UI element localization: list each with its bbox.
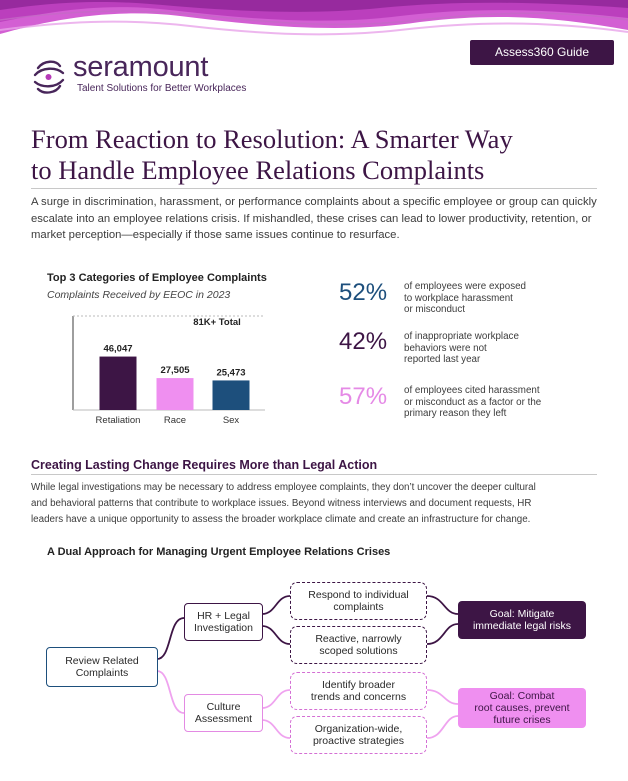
node-label: Goal: Mitigate bbox=[489, 608, 555, 620]
culture-item-identify-trends bbox=[290, 672, 427, 710]
connector-culture-item1 bbox=[262, 690, 290, 708]
node-label: trends and concerns bbox=[310, 691, 407, 703]
stat-text-line: primary reason they left bbox=[404, 408, 507, 419]
goal-combat-root-causes bbox=[458, 688, 586, 728]
legal-item-respond-individual bbox=[290, 582, 427, 620]
stat-value-attrition: 57% bbox=[339, 383, 388, 410]
page-title-line-2: to Handle Employee Relations Complaints bbox=[31, 155, 485, 185]
page-title-line-1: From Reaction to Resolution: A Smarter Way bbox=[31, 124, 513, 154]
chart-total-label: 81K+ Total bbox=[193, 317, 241, 328]
chart-category-label: Sex bbox=[222, 415, 240, 426]
node-label: Goal: Combat bbox=[489, 690, 555, 702]
connector-legal-item1 bbox=[262, 596, 290, 614]
section-body-line: and behavioral patterns that contribute to workplace issues. Beyond witness interviews and document requests, HR bbox=[31, 498, 532, 509]
chart-bar-race bbox=[157, 378, 194, 410]
node-label: complaints bbox=[333, 601, 384, 613]
connector-root-legal bbox=[157, 618, 184, 659]
section-body bbox=[31, 480, 603, 528]
stat-text-line: to workplace harassment bbox=[404, 292, 513, 304]
stat-text-harassment-exposure bbox=[404, 281, 584, 316]
section-heading: Creating Lasting Change Requires More than Legal Action bbox=[31, 458, 378, 472]
node-label: Investigation bbox=[194, 622, 253, 634]
chart-title: Top 3 Categories of Employee Complaints bbox=[47, 272, 267, 284]
goal-mitigate-legal-risks bbox=[458, 601, 586, 639]
stat-text-line: reported last year bbox=[404, 354, 481, 365]
connector-culture-item2 bbox=[262, 720, 290, 738]
node-label: proactive strategies bbox=[312, 735, 405, 747]
stat-text-line: of inappropriate workplace bbox=[404, 331, 519, 342]
node-label: HR + Legal bbox=[197, 610, 250, 622]
chart-bar-retaliation bbox=[100, 357, 137, 410]
root-node-review-complaints bbox=[46, 647, 158, 687]
chart-value-label: 25,473 bbox=[216, 367, 246, 379]
brand-name: seramount bbox=[73, 51, 209, 83]
complaints-bar-chart bbox=[65, 308, 270, 433]
chart-value-label: 27,505 bbox=[160, 365, 190, 377]
node-label: Assessment bbox=[194, 713, 253, 725]
connector-item1-goal bbox=[427, 596, 458, 614]
stat-text-line: of employees were exposed bbox=[404, 281, 526, 292]
node-label: scoped solutions bbox=[319, 645, 398, 657]
stat-text-line: behaviors were not bbox=[404, 342, 487, 354]
chart-category-label: Race bbox=[163, 415, 187, 426]
chart-value-label: 46,047 bbox=[103, 343, 133, 355]
connector-item4-goal bbox=[427, 716, 458, 738]
stat-text-attrition bbox=[404, 385, 584, 420]
branch-node-legal-investigation bbox=[184, 603, 263, 641]
section-body-line: While legal investigations may be necessary to address employee complaints, they don’t uncover the deeper cultural bbox=[31, 482, 536, 493]
node-label: future crises bbox=[493, 714, 551, 726]
node-label: Organization-wide, bbox=[314, 723, 403, 735]
guide-badge: Assess360 Guide bbox=[470, 40, 614, 65]
stat-text-unreported bbox=[404, 331, 584, 366]
node-label: Review Related bbox=[65, 655, 139, 667]
brand-tagline: Talent Solutions for Better Workplaces bbox=[77, 83, 247, 94]
diagram-title: A Dual Approach for Managing Urgent Employee Relations Crises bbox=[47, 546, 391, 558]
stat-value-harassment-exposure: 52% bbox=[339, 279, 388, 306]
chart-bar-sex bbox=[213, 380, 250, 410]
node-label: Culture bbox=[206, 701, 241, 713]
title-divider bbox=[31, 188, 597, 189]
node-label: Complaints bbox=[75, 667, 129, 679]
node-label: Respond to individual bbox=[308, 589, 409, 601]
node-label: Reactive, narrowly bbox=[315, 633, 402, 645]
stat-text-line: of employees cited harassment bbox=[404, 385, 540, 396]
connector-item3-goal bbox=[427, 690, 458, 704]
chart-category-label: Retaliation bbox=[95, 415, 141, 426]
branch-node-culture-assessment bbox=[184, 694, 263, 732]
connector-legal-item2 bbox=[262, 626, 290, 644]
page-title bbox=[31, 124, 611, 186]
legal-item-reactive-solutions bbox=[290, 626, 427, 664]
stat-text-line: or misconduct as a factor or the bbox=[404, 396, 542, 408]
section-divider bbox=[31, 474, 597, 475]
node-label: Identify broader bbox=[322, 679, 395, 691]
intro-paragraph: A surge in discrimination, harassment, or performance complaints about a specific employee or group can quickly escalate into an employee relations crisis. If mishandled, these crises can lead to lower productivity, retention, or market perception—especially if those same issues continue to resurface. bbox=[31, 196, 597, 241]
connector-item2-goal bbox=[427, 624, 458, 644]
section-body-line: leaders have a unique opportunity to assess the broader workplace climate and create an infrastructure for change. bbox=[31, 514, 531, 525]
stat-text-line: or misconduct bbox=[404, 304, 465, 315]
connector-root-culture bbox=[157, 671, 184, 713]
node-label: root causes, prevent bbox=[474, 702, 570, 714]
seramount-logo-icon bbox=[30, 58, 68, 94]
stat-value-unreported: 42% bbox=[339, 328, 388, 355]
culture-item-proactive-strategies bbox=[290, 716, 427, 754]
node-label: immediate legal risks bbox=[472, 620, 572, 632]
chart-subtitle: Complaints Received by EEOC in 2023 bbox=[47, 289, 231, 301]
